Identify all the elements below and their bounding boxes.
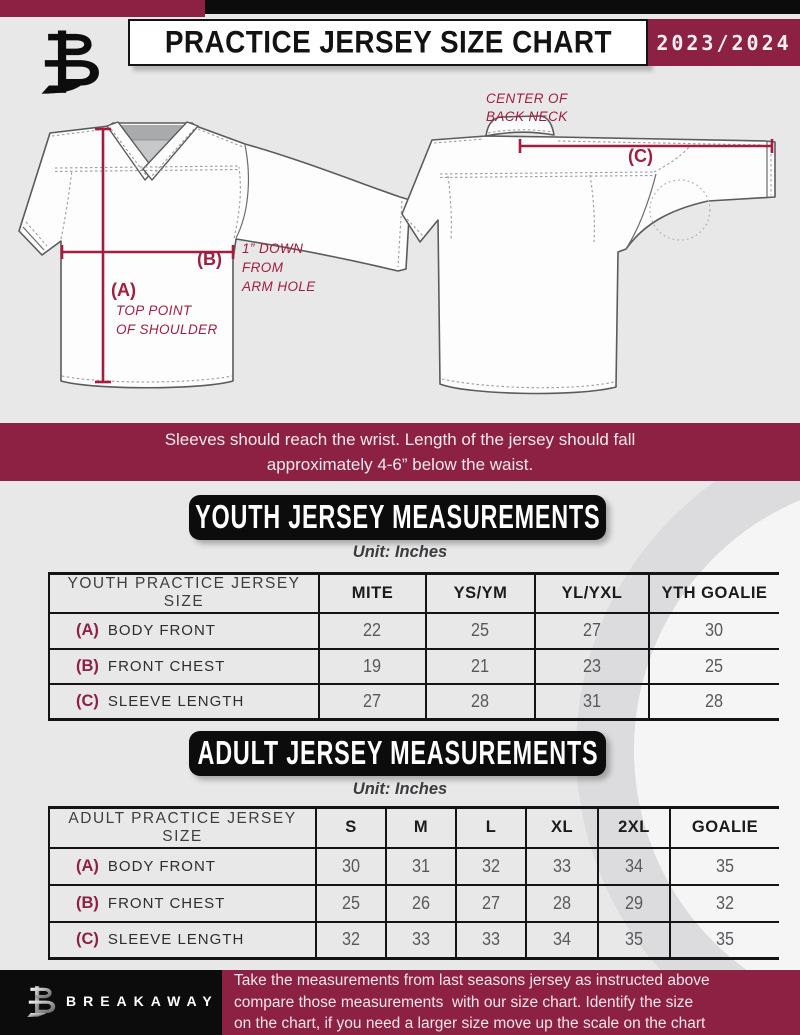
adult-section-title: ADULT JERSEY MEASUREMENTS — [197, 734, 598, 772]
measurement-b-key: (B) — [197, 249, 222, 269]
table-row — [49, 848, 779, 885]
cell-value: 31 — [386, 848, 456, 885]
fit-notice-line1: Sleeves should reach the wrist. Length of the jersey should fall — [164, 430, 636, 449]
youth-section-title-pill — [189, 495, 606, 540]
b-note-line3: ARM HOLE — [242, 279, 316, 294]
footer-breakaway-logo-icon — [24, 982, 64, 1024]
row-label-text: BODY FRONT — [107, 857, 216, 875]
cell-value: 28 — [526, 885, 598, 922]
cell-value: 32 — [456, 848, 526, 885]
row-label-body-front — [49, 848, 316, 885]
row-label-text: SLEEVE LENGTH — [107, 931, 245, 949]
col-header-goalie: GOALIE — [691, 818, 759, 837]
footer-instructions-box — [222, 970, 800, 1035]
table-row — [49, 613, 779, 649]
col-header-mite: MITE — [319, 574, 426, 613]
youth-size-col-header: YOUTH PRACTICE JERSEY SIZE — [49, 574, 319, 613]
jersey-back-diagram — [398, 100, 798, 405]
row-label-text: FRONT CHEST — [107, 657, 226, 675]
cell-value: 34 — [526, 922, 598, 959]
row-label-body-front — [49, 613, 319, 649]
row-key: (B) — [76, 656, 99, 675]
measurement-a-note — [116, 301, 218, 339]
table-row — [49, 885, 779, 922]
row-key: (C) — [76, 691, 99, 710]
col-header-2xl: 2XL — [598, 808, 670, 848]
adult-size-table — [48, 806, 779, 960]
footer-brand-name: BREAKAWAY — [66, 993, 219, 1009]
row-key: (A) — [76, 856, 99, 875]
youth-size-table — [48, 572, 779, 721]
fit-notice-line2: approximately 4-6” below the waist. — [266, 455, 534, 474]
cell-value: 30 — [649, 613, 779, 649]
cell-value: 19 — [319, 649, 426, 684]
measurement-c-key: (C) — [628, 146, 653, 166]
cell-value: 25 — [649, 649, 779, 684]
a-note-line1: TOP POINT — [116, 303, 192, 318]
row-label-front-chest — [49, 885, 316, 922]
youth-unit-label: Unit: Inches — [352, 543, 448, 561]
cell-value: 21 — [426, 649, 535, 684]
table-header-row — [49, 808, 779, 848]
cell-value: 32 — [316, 922, 386, 959]
cell-value: 33 — [456, 922, 526, 959]
row-label-text: BODY FRONT — [107, 622, 216, 639]
top-maroon-strip — [0, 0, 205, 17]
adult-size-col-header: ADULT PRACTICE JERSEY SIZE — [49, 808, 316, 848]
row-label-sleeve-length — [49, 684, 319, 720]
row-label-front-chest — [49, 649, 319, 684]
footer-note-line3: on the chart, if you need a larger size move up the scale on the chart — [234, 1015, 706, 1033]
center-back-neck-note — [486, 90, 568, 126]
youth-section-title: YOUTH JERSEY MEASUREMENTS — [194, 498, 601, 536]
cell-value: 28 — [649, 684, 779, 720]
col-header-ys-ym: YS/YM — [426, 574, 535, 613]
cell-value: 30 — [316, 848, 386, 885]
cell-value: 35 — [598, 922, 670, 959]
cell-value: 28 — [426, 684, 535, 720]
row-key: (B) — [76, 893, 99, 912]
col-header-m: M — [386, 808, 456, 848]
adult-section-title-pill — [189, 731, 606, 776]
cell-value: 22 — [319, 613, 426, 649]
table-row — [49, 649, 779, 684]
fit-notice-banner — [0, 423, 800, 481]
b-note-line2: FROM — [242, 260, 284, 275]
cell-value: 35 — [670, 922, 779, 959]
breakaway-logo-icon — [32, 24, 120, 106]
adult-unit-label: Unit: Inches — [352, 780, 448, 798]
cell-value: 31 — [535, 684, 649, 720]
table-header-row — [49, 574, 779, 613]
center-back-neck-line2: BACK NECK — [486, 109, 568, 124]
row-key: (A) — [76, 621, 99, 639]
cell-value: 29 — [598, 885, 670, 922]
cell-value: 26 — [386, 885, 456, 922]
cell-value: 27 — [535, 613, 649, 649]
row-label-sleeve-length — [49, 922, 316, 959]
row-label-text: SLEEVE LENGTH — [107, 692, 245, 710]
measurement-a-key: (A) — [111, 280, 136, 300]
page-title-box — [128, 19, 648, 66]
table-row — [49, 684, 779, 720]
cell-value: 33 — [526, 848, 598, 885]
cell-value: 34 — [598, 848, 670, 885]
col-header-s: S — [316, 808, 386, 848]
cell-value: 25 — [426, 613, 535, 649]
top-black-strip — [205, 0, 800, 14]
col-header-yl-yxl: YL/YXL — [535, 574, 649, 613]
col-header-yth-goalie: YTH GOALIE — [661, 583, 768, 602]
a-note-line2: OF SHOULDER — [116, 322, 218, 337]
cell-value: 33 — [386, 922, 456, 959]
footer-note-line1: Take the measurements from last seasons jersey as instructed above — [234, 972, 710, 990]
footer-note-line2: compare those measurements with our size chart. Identify the size — [234, 993, 694, 1011]
row-label-text: FRONT CHEST — [107, 894, 226, 912]
cell-value: 35 — [670, 848, 779, 885]
cell-value: 25 — [316, 885, 386, 922]
center-back-neck-line1: CENTER OF — [486, 91, 568, 106]
season-badge — [648, 19, 800, 66]
page-title: PRACTICE JERSEY SIZE CHART — [164, 24, 612, 60]
table-row — [49, 922, 779, 959]
col-header-l: L — [456, 808, 526, 848]
cell-value: 23 — [535, 649, 649, 684]
cell-value: 32 — [670, 885, 779, 922]
b-note-line1: 1” DOWN — [242, 241, 304, 256]
season-label: 2023/2024 — [656, 30, 792, 55]
cell-value: 27 — [319, 684, 426, 720]
col-header-xl: XL — [526, 808, 598, 848]
measurement-b-note — [242, 239, 316, 296]
cell-value: 27 — [456, 885, 526, 922]
row-key: (C) — [76, 930, 99, 949]
